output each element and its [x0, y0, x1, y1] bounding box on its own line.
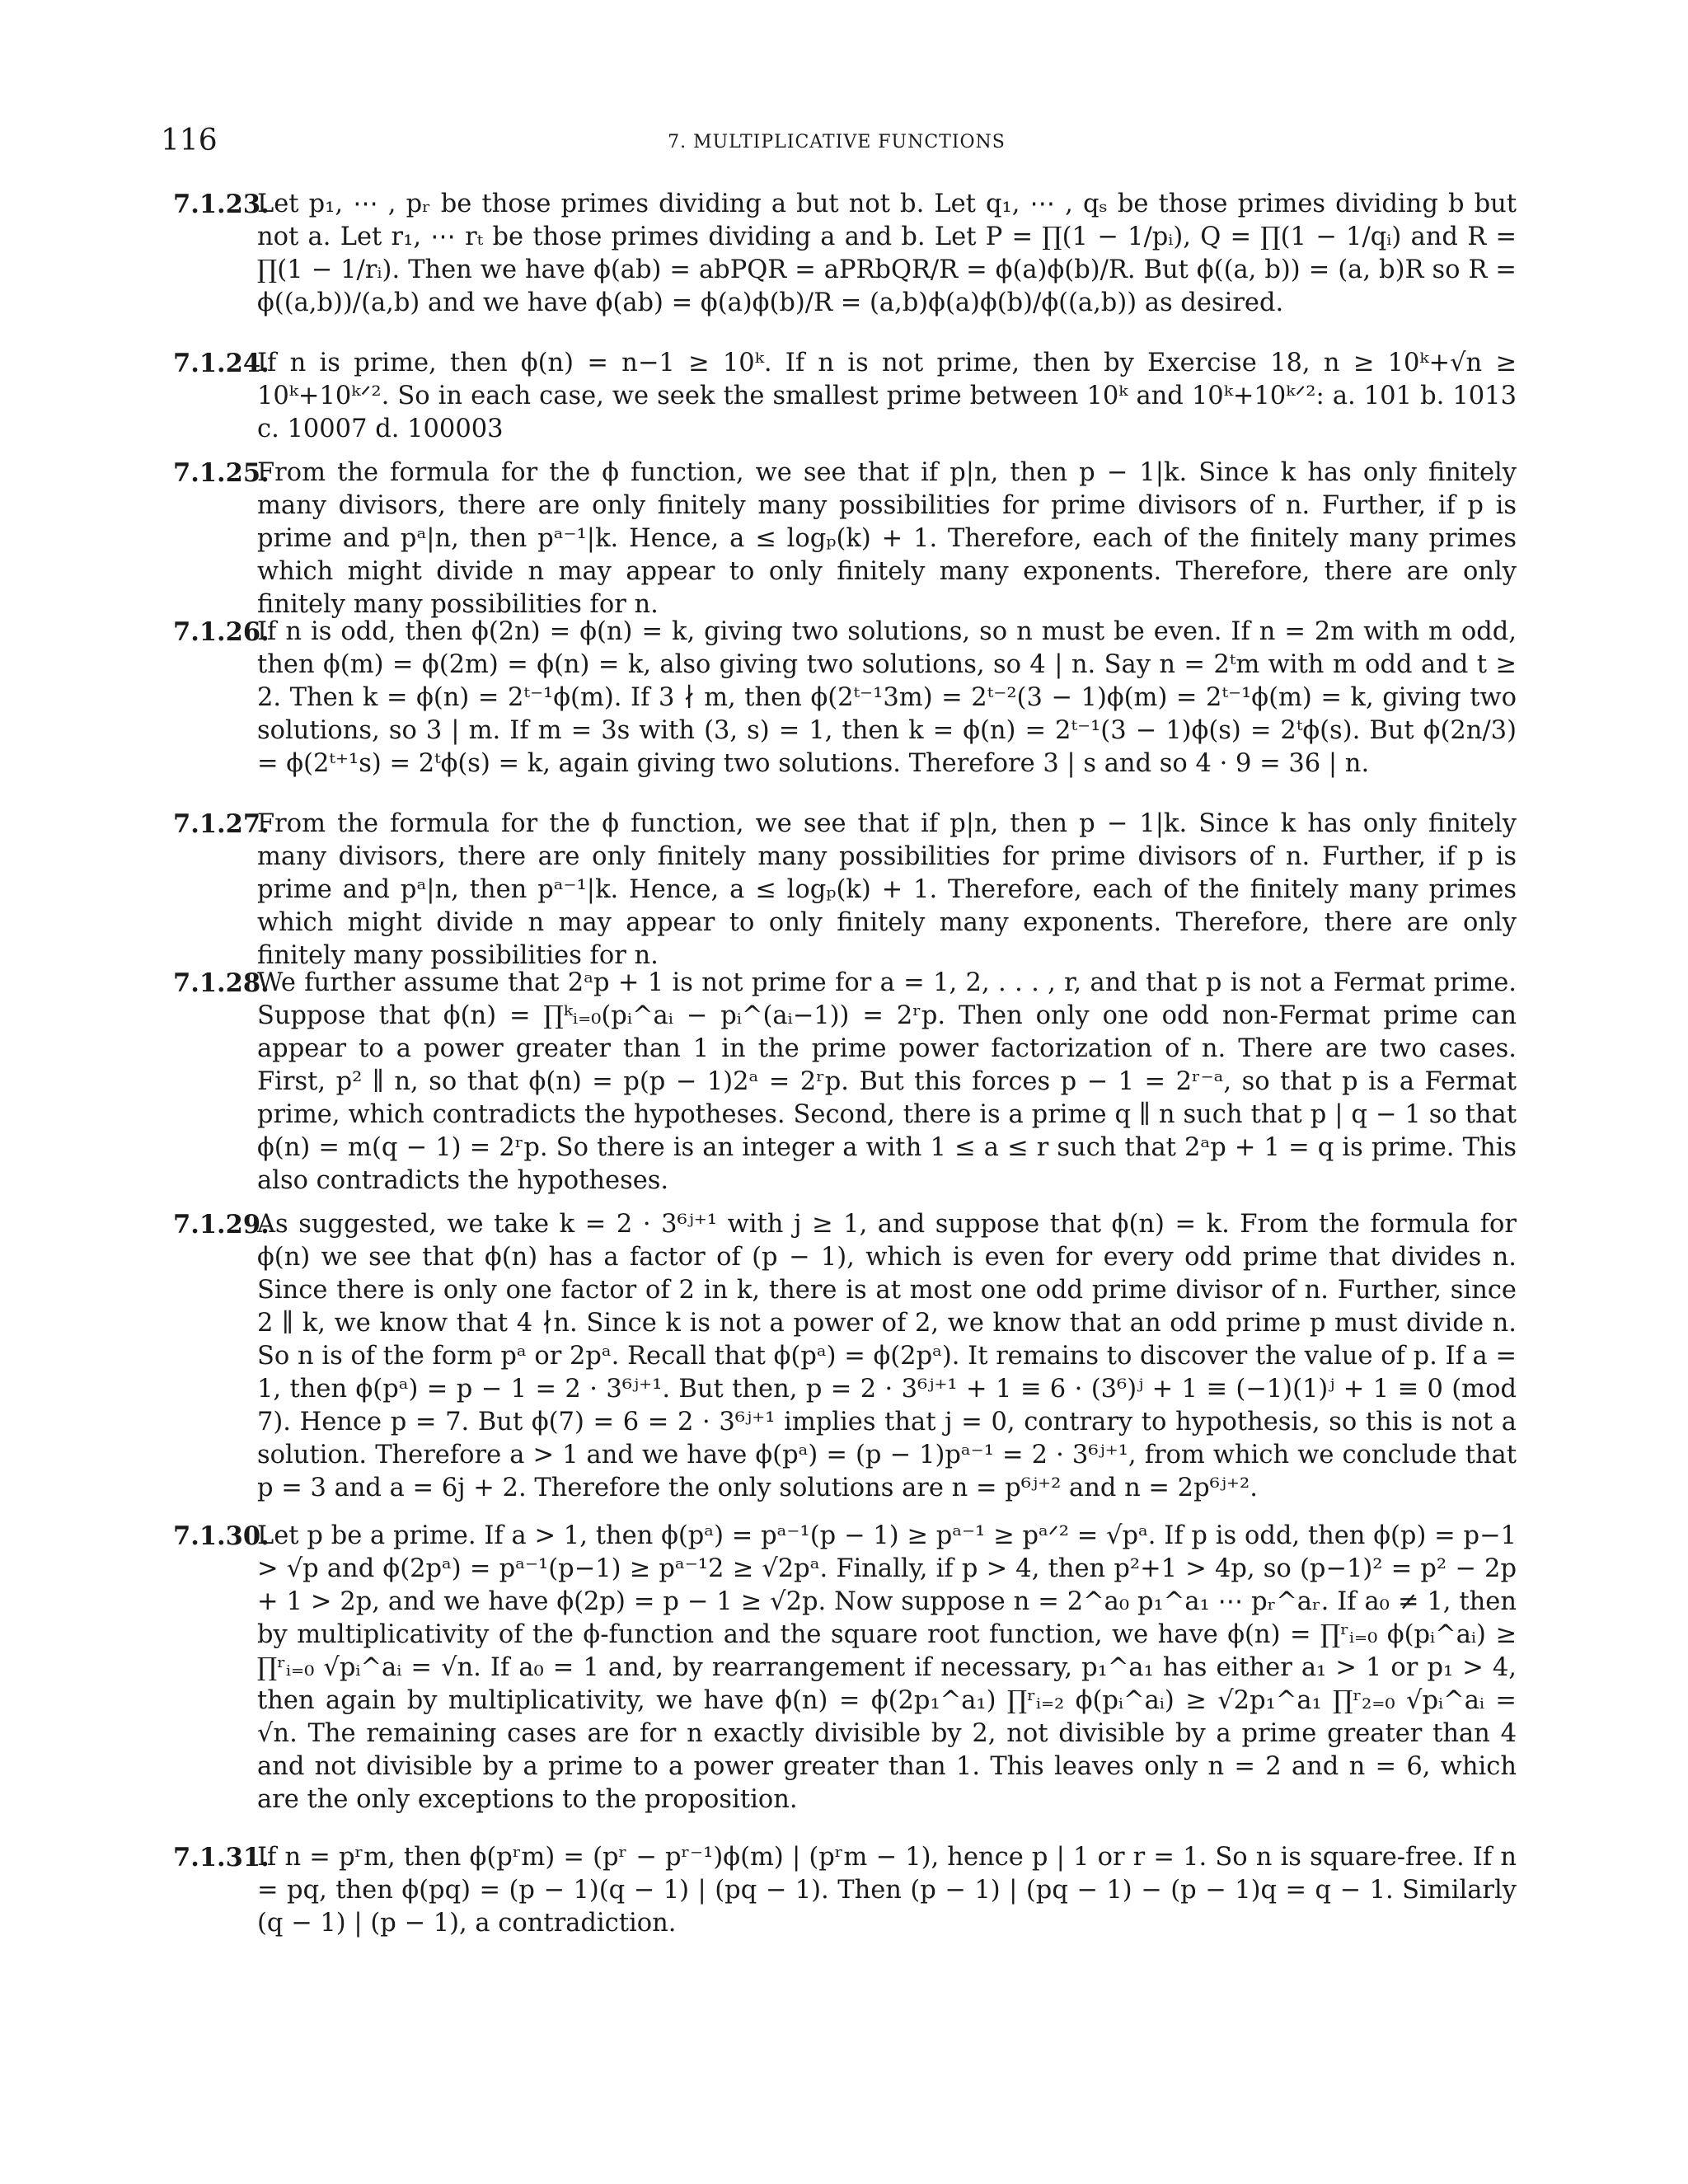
exercise-text: From the formula for the ϕ function, we see that if p|n, then p − 1|k. Since k has only finitely many divisors, there are only finitely many possibilities for prime divisors of n. Further, if p is prime and pᵃ|n, then pᵃ⁻¹|k. Hence, a ≤ logₚ(k) + 1. Therefore, each of the finitely many primes which might divide n may appear to only finitely many exponents. Therefore, there are only finitely many possibilities for n.	[257, 458, 1517, 619]
page-header	[161, 124, 1512, 173]
exercise-text: If n is prime, then ϕ(n) = n−1 ≥ 10ᵏ. If n is not prime, then by Exercise 18, n ≥ 10ᵏ+√n ≥ 10ᵏ+10ᵏᐟ². So in each case, we seek the smallest prime between 10ᵏ and 10ᵏ+10ᵏᐟ²: a. 101 b. 1013 c. 10007 d. 100003	[257, 349, 1517, 443]
exercise-text: If n = pʳm, then ϕ(pʳm) = (pʳ − pʳ⁻¹)ϕ(m) | (pʳm − 1), hence p | 1 or r = 1. So n is square-free. If n = pq, then ϕ(pq) = (p − 1)(q − 1) | (pq − 1). Then (p − 1) | (pq − 1) − (p − 1)q = q − 1. Similarly (q − 1) | (p − 1), a contradiction.	[257, 1843, 1517, 1938]
exercise-7-1-29	[173, 1208, 1517, 1520]
exercise-number: 7.1.28.	[173, 968, 270, 998]
exercise-number: 7.1.23.	[173, 190, 270, 219]
exercise-text: As suggested, we take k = 2 · 3⁶ʲ⁺¹ with j ≥ 1, and suppose that ϕ(n) = k. From the formula for ϕ(n) we see that ϕ(n) has a factor of (p − 1), which is even for every odd prime that divides n. Since there is only one factor of 2 in k, there is at most one odd prime divisor of n. Further, since 2 ∥ k, we know that 4 ∤n. Since k is not a power of 2, we know that an odd prime p must divide n. So n is of the form pᵃ or 2pᵃ. Recall that ϕ(pᵃ) = ϕ(2pᵃ). It remains to discover the value of p. If a = 1, then ϕ(pᵃ) = p − 1 = 2 · 3⁶ʲ⁺¹. But then, p = 2 · 3⁶ʲ⁺¹ + 1 ≡ 6 · (3⁶)ʲ + 1 ≡ (−1)(1)ʲ + 1 ≡ 0 (mod 7). Hence p = 7. But ϕ(7) = 6 = 2 · 3⁶ʲ⁺¹ implies that j = 0, contrary to hypothesis, so this is not a solution. Therefore a > 1 and we have ϕ(pᵃ) = (p − 1)pᵃ⁻¹ = 2 · 3⁶ʲ⁺¹, from which we conclude that p = 3 and a = 6j + 2. Therefore the only solutions are n = p⁶ʲ⁺² and n = 2p⁶ʲ⁺².	[257, 1210, 1517, 1502]
exercise-text: Let p be a prime. If a > 1, then ϕ(pᵃ) = pᵃ⁻¹(p − 1) ≥ pᵃ⁻¹ ≥ pᵃᐟ² = √pᵃ. If p is odd, then ϕ(p) = p−1 > √p and ϕ(2pᵃ) = pᵃ⁻¹(p−1) ≥ pᵃ⁻¹2 ≥ √2pᵃ. Finally, if p > 4, then p²+1 > 4p, so (p−1)² = p² − 2p + 1 > 2p, and we have ϕ(2p) = p − 1 ≥ √2p. Now suppose n = 2^a₀ p₁^a₁ ⋯ pᵣ^aᵣ. If a₀ ≠ 1, then by multiplicativity of the ϕ-function and the square root function, we have ϕ(n) = ∏ʳᵢ₌₀ ϕ(pᵢ^aᵢ) ≥ ∏ʳᵢ₌₀ √pᵢ^aᵢ = √n. If a₀ = 1 and, by rearrangement if necessary, p₁^a₁ has either a₁ > 1 or p₁ > 4, then again by multiplicativity, we have ϕ(n) = ϕ(2p₁^a₁) ∏ʳᵢ₌₂ ϕ(pᵢ^aᵢ) ≥ √2p₁^a₁ ∏ʳ₂₌₀ √pᵢ^aᵢ = √n. The remaining cases are for n exactly divisible by 2, not divisible by a prime greater than 4 and not divisible by a prime to a power greater than 1. This leaves only n = 2 and n = 6, which are the only exceptions to the proposition.	[257, 1521, 1517, 1814]
exercise-7-1-26	[173, 616, 1517, 808]
exercise-7-1-28	[173, 967, 1517, 1208]
exercise-number: 7.1.26.	[173, 617, 270, 647]
exercise-number: 7.1.30.	[173, 1521, 270, 1551]
exercise-7-1-27	[173, 808, 1517, 970]
document-body	[173, 188, 1517, 1957]
exercise-text: From the formula for the ϕ function, we see that if p|n, then p − 1|k. Since k has only finitely many divisors, there are only finitely many possibilities for prime divisors of n. Further, if p is prime and pᵃ|n, then pᵃ⁻¹|k. Hence, a ≤ logₚ(k) + 1. Therefore, each of the finitely many primes which might divide n may appear to only finitely many exponents. Therefore, there are only finitely many possibilities for n.	[257, 809, 1517, 970]
exercise-7-1-30	[173, 1520, 1517, 1841]
exercise-number: 7.1.24.	[173, 349, 270, 378]
exercise-text: We further assume that 2ᵃp + 1 is not prime for a = 1, 2, . . . , r, and that p is not a Fermat prime. Suppose that ϕ(n) = ∏ᵏᵢ₌₀(pᵢ^aᵢ − pᵢ^(aᵢ−1)) = 2ʳp. Then only one odd non-Fermat prime can appear to a power greater than 1 in the prime power factorization of n. There are two cases. First, p² ∥ n, so that ϕ(n) = p(p − 1)2ᵃ = 2ʳp. But this forces p − 1 = 2ʳ⁻ᵃ, so that p is a Fermat prime, which contradicts the hypotheses. Second, there is a prime q ∥ n such that p | q − 1 so that ϕ(n) = m(q − 1) = 2ʳp. So there is an integer a with 1 ≤ a ≤ r such that 2ᵃp + 1 = q is prime. This also contradicts the hypotheses.	[257, 968, 1517, 1195]
exercise-text: If n is odd, then ϕ(2n) = ϕ(n) = k, giving two solutions, so n must be even. If n = 2m with m odd, then ϕ(m) = ϕ(2m) = ϕ(n) = k, also giving two solutions, so 4 | n. Say n = 2ᵗm with m odd and t ≥ 2. Then k = ϕ(n) = 2ᵗ⁻¹ϕ(m). If 3 ∤ m, then ϕ(2ᵗ⁻¹3m) = 2ᵗ⁻²(3 − 1)ϕ(m) = 2ᵗ⁻¹ϕ(m) = k, giving two solutions, so 3 | m. If m = 3s with (3, s) = 1, then k = ϕ(n) = 2ᵗ⁻¹(3 − 1)ϕ(s) = 2ᵗϕ(s). But ϕ(2n/3) = ϕ(2ᵗ⁺¹s) = 2ᵗϕ(s) = k, again giving two solutions. Therefore 3 | s and so 4 · 9 = 36 | n.	[257, 617, 1517, 778]
exercise-number: 7.1.25.	[173, 458, 270, 488]
exercise-number: 7.1.27.	[173, 809, 270, 839]
exercise-number: 7.1.31.	[173, 1843, 270, 1872]
page-number: 116	[161, 124, 218, 157]
exercise-number: 7.1.29.	[173, 1210, 270, 1240]
exercise-7-1-25	[173, 457, 1517, 619]
exercise-7-1-24	[173, 347, 1517, 457]
exercise-text: Let p₁, ⋯ , pᵣ be those primes dividing a but not b. Let q₁, ⋯ , qₛ be those primes dividing b but not a. Let r₁, ⋯ rₜ be those primes dividing a and b. Let P = ∏(1 − 1/pᵢ), Q = ∏(1 − 1/qᵢ) and R = ∏(1 − 1/rᵢ). Then we have ϕ(ab) = abPQR = aPRbQR/R = ϕ(a)ϕ(b)/R. But ϕ((a, b)) = (a, b)R so R = ϕ((a,b))/(a,b) and we have ϕ(ab) = ϕ(a)ϕ(b)/R = (a,b)ϕ(a)ϕ(b)/ϕ((a,b)) as desired.	[257, 190, 1517, 317]
running-head: 7. MULTIPLICATIVE FUNCTIONS	[668, 132, 1006, 152]
exercise-7-1-23	[173, 188, 1517, 347]
exercise-7-1-31	[173, 1841, 1517, 1957]
